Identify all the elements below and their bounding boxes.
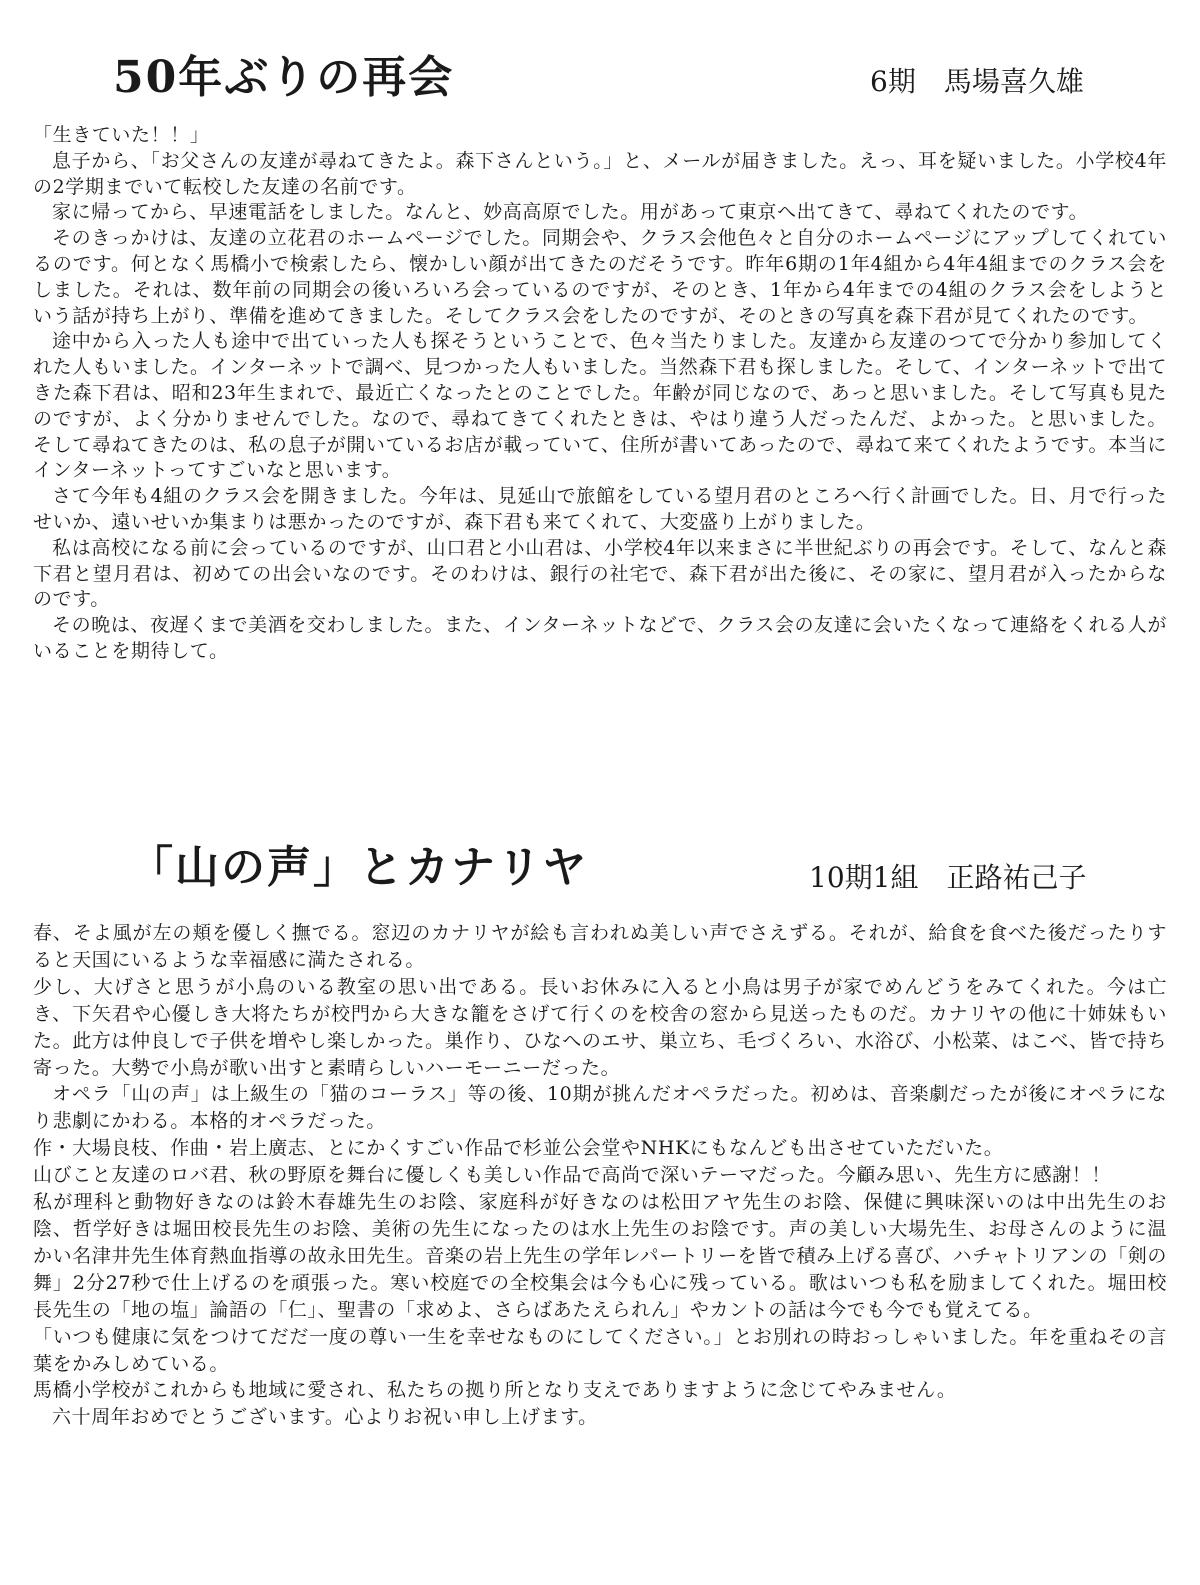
article-body [33,920,1167,1431]
article-yama-no-koe [33,0,1167,1585]
paragraph: 私が理科と動物好きなのは鈴木春雄先生のお陰、家庭科が好きなのは松田アヤ先生のお陰、保健に興味深いのは中出先生のお陰、哲学好きは堀田校長先生のお陰、美術の先生になったのは水上先生のお陰です。声の美しい大場先生、お母さんのように温かい名津井先生体育熱血指導の故永田先生。音楽の岩上先生の学年レパートリーを皆で積み上げる喜び、ハチャトリアンの「剣の舞」2分27秒で仕上げるのを頑張った。寒い校庭での全校集会は今も心に残っている。歌はいつも私を励ましてくれた。堀田校長先生の「地の塩」論語の「仁」、聖書の「求めよ、さらばあたえられん」やカントの話は今でも今でも覚えてる。 [33,1191,1167,1321]
paragraph: その晩は、夜遅くまで美酒を交わしました。また、インターネットなどで、クラス会の友達に会いたくなって連絡をくれる人がいることを期待して。 [33,614,1167,662]
article-author: 10期1組 正路祐己子 [809,861,1087,894]
article-author: 6期 馬場喜久雄 [870,65,1084,98]
paragraph: 「生きていた！！」 [33,124,210,146]
paragraph: 作・大場良枝、作曲・岩上廣志、とにかくすごい作品で杉並公会堂やNHKにもなんども出させていただいた。 [33,1137,1004,1160]
paragraph: 六十周年おめでとうございます。心よりお祝い申し上げます。 [52,1406,598,1429]
paragraph: そのきっかけは、友達の立花君のホームページでした。同期会や、クラス会他色々と自分のホームページにアップしてくれているのです。何となく馬橋小で検索したら、懐かしい顔が出てきたのだそうです。昨年6期の1年4組から4年4組までのクラス会をしました。それは、数年前の同期会の後いろいろ会っているのですが、そのとき、1年から4年までの4組のクラス会をしようという話が持ち上がり、準備を進めてきました。そしてクラス会をしたのですが、そのときの写真を森下君が見てくれたのです。 [33,227,1167,327]
paragraph: 家に帰ってから、早速電話をしました。なんと、妙高高原でした。用があって東京へ出てきて、尋ねてくれたのです。 [52,201,1089,224]
paragraph: 「いつも健康に気をつけてだだ一度の尊い一生を幸せなものにしてください。」とお別れの時おっしゃいました。年を重ねその言葉をかみしめている。 [33,1325,1167,1375]
paragraph: オペラ「山の声」は上級生の「猫のコーラス」等の後、10期が挑んだオペラだった。初めは、音楽劇だったが後にオペラになり悲劇にかわる。本格的オペラだった。 [33,1083,1167,1133]
paragraph: 途中から入った人も途中で出ていった人も探そうということで、色々当たりました。友達から友達のつてで分かり参加してくれた人もいました。インターネットで調べ、見つかった人もいました。当然森下君も探しました。そして、インターネットで出てきた森下君は、昭和23年生まれで、最近亡くなったとのことでした。年齢が同じなので、あっと思いました。そして写真も見たのですが、よく分かりませんでした。なので、尋ねてきてくれたときは、やはり違う人だったんだ、よかった。と思いました。そして尋ねてきたのは、私の息子が開いているお店が載っていて、住所が書いてあったので、尋ねて来てくれたようです。本当にインターネットってすごいなと思います。 [33,330,1167,482]
paragraph: 私は高校になる前に会っているのですが、山口君と小山君は、小学校4年以来まさに半世紀ぶりの再会です。そして、なんと森下君と望月君は、初めての出会いなのです。そのわけは、銀行の社宅で、森下君が出た後に、その家に、望月君が入ったからなのです。 [33,536,1167,611]
paragraph: さて今年も4組のクラス会を開きました。今年は、見延山で旅館をしている望月君のところへ行く計画でした。日、月で行ったせいか、遠いせいか集まりは悪かったのですが、森下君も来てくれて、大変盛り上がりました。 [33,485,1167,533]
article-title: 50年ぶりの再会 [113,52,455,103]
article-title: 「山の声」とカナリヤ [129,842,589,893]
paragraph: 息子から、「お父さんの友達が尋ねてきたよ。森下さんという。」と、メールが届きました。えっ、耳を疑いました。小学校4年の2学期までいて転校した友達の名前です。 [33,149,1167,198]
paragraph: 山びこと友達のロバ君、秋の野原を舞台に優しくも美しい作品で高尚で深いテーマだった。今顧み思い、先生方に感謝！！ [33,1164,1112,1187]
paragraph: 春、そよ風が左の頬を優しく撫でる。窓辺のカナリヤが絵も言われぬ美しい声でさえずる。それが、給食を食べた後だったりすると天国にいるような幸福感に満たされる。 [33,922,1167,971]
paragraph: 馬橋小学校がこれからも地域に愛され、私たちの拠り所となり支えでありますように念じてやみません。 [33,1379,957,1402]
paragraph: 少し、大げさと思うが小鳥のいる教室の思い出である。長いお休みに入ると小鳥は男子が家でめんどうをみてくれた。今は亡き、下矢君や心優しき大将たちが校門から大きな籠をさげて行くのを校舎の窓から見送ったものだ。カナリヤの他に十姉妹もいた。此方は仲良しで子供を増やし楽しかった。巣作り、ひなへのエサ、巣立ち、毛づくろい、水浴び、小松菜、はこべ、皆で持ち寄った。大勢で小鳥が歌い出すと素晴らしいハーモーニーだった。 [33,975,1167,1079]
